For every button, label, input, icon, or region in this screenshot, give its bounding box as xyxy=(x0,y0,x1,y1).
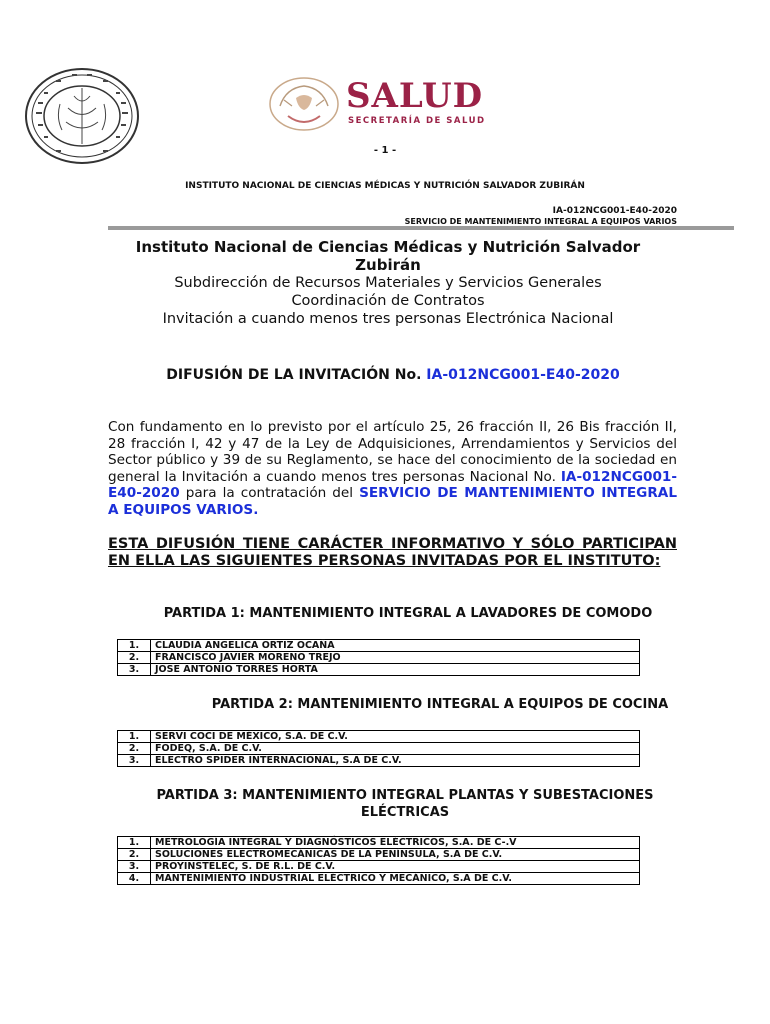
table-row xyxy=(118,664,640,676)
title-line-3: Subdirección de Recursos Materiales y Servicios Generales xyxy=(174,275,602,291)
title-line-5: Invitación a cuando menos tres personas Electrónica Nacional xyxy=(162,311,614,327)
header-service: SERVICIO DE MANTENIMIENTO INTEGRAL A EQUIPOS VARIOS xyxy=(404,217,677,226)
partida-3-title xyxy=(108,787,702,821)
salud-subtitle: SECRETARÍA DE SALUD xyxy=(348,116,486,126)
partida-3-title-line-2: ELÉCTRICAS xyxy=(360,805,450,820)
notice-text: ESTA DIFUSIÓN TIENE CARÁCTER INFORMATIVO Y SÓLO PARTICIPAN EN ELLA LAS SIGUIENTES PERSONAS INVITADAS POR EL INSTITUTO: xyxy=(108,536,677,569)
salud-logo xyxy=(266,76,516,132)
table-row xyxy=(118,849,640,861)
partida-2-title: PARTIDA 2: MANTENIMIENTO INTEGRAL A EQUIPOS DE COCINA xyxy=(211,697,669,712)
paragraph-service: SERVICIO DE MANTENIMIENTO INTEGRAL A EQUIPOS VARIOS. xyxy=(108,485,677,518)
paragraph-text-2: para la contratación del xyxy=(185,485,354,502)
legal-paragraph xyxy=(108,419,677,519)
table-row xyxy=(118,743,640,755)
row-name: FODEQ, S.A. DE C.V. xyxy=(151,743,640,755)
partida-1-title: PARTIDA 1: MANTENIMIENTO INTEGRAL A LAVADORES DE COMODO xyxy=(163,606,653,621)
header-institute: INSTITUTO NACIONAL DE CIENCIAS MÉDICAS Y NUTRICIÓN SALVADOR ZUBIRÁN xyxy=(185,181,585,191)
row-name: SERVI COCI DE MÉXICO, S.A. DE C.V. xyxy=(151,731,640,743)
header-divider xyxy=(108,226,734,230)
row-number: 3. xyxy=(118,664,151,676)
partida-3-title-line-1: PARTIDA 3: MANTENIMIENTO INTEGRAL PLANTAS Y SUBESTACIONES xyxy=(156,788,654,803)
title-line-1: Instituto Nacional de Ciencias Médicas y Nutrición Salvador xyxy=(135,238,641,256)
row-number: 1. xyxy=(118,731,151,743)
row-name: CLAUDIA ANGELICA ORTIZ OCAÑA xyxy=(151,640,640,652)
table-row xyxy=(118,873,640,885)
row-name: SOLUCIONES ELECTROMECÁNICAS DE LA PENÍNSULA, S.A DE C.V. xyxy=(151,849,640,861)
row-number: 2. xyxy=(118,743,151,755)
row-number: 3. xyxy=(118,755,151,767)
salud-wordmark: SALUD xyxy=(346,76,484,116)
table-row xyxy=(118,837,640,849)
header-code: IA-012NCG001-E40-2020 xyxy=(552,206,677,216)
row-number: 1. xyxy=(118,640,151,652)
paragraph-code: IA-012NCG001-E40-2020 xyxy=(108,468,677,502)
title-block xyxy=(108,238,668,328)
table-row xyxy=(118,861,640,873)
row-number: 3. xyxy=(118,861,151,873)
difusion-heading xyxy=(108,367,678,383)
row-number: 4. xyxy=(118,873,151,885)
paragraph-text-1: Con fundamento en lo previsto por el artículo 25, 26 fracción II, 26 Bis fracción II, 28 fracción I, 42 y 47 de la Ley de Adquisiciones, Arrendamientos y Servicios del Sector público y 39 de su Reglamento, se hace del conocimiento de la sociedad en general la Invitación a cuando menos tres personas Nacional No. xyxy=(108,419,677,485)
partida-2-table xyxy=(117,730,640,767)
row-name: FRANCISCO JAVIER MORENO TREJO xyxy=(151,652,640,664)
table-row xyxy=(118,640,640,652)
row-number: 2. xyxy=(118,652,151,664)
table-row xyxy=(118,731,640,743)
row-name: ELECTRO SPIDER INTERNACIONAL, S.A DE C.V. xyxy=(151,755,640,767)
title-line-4: Coordinación de Contratos xyxy=(291,293,485,309)
table-row xyxy=(118,755,640,767)
row-name: METROLOGÍA INTEGRAL Y DIAGNÓSTICOS ELÉCTRICOS, S.A. DE C-.V xyxy=(151,837,640,849)
difusion-code: IA-012NCG001-E40-2020 xyxy=(426,367,620,383)
row-name: PROYINSTELEC, S. DE R.L. DE C.V. xyxy=(151,861,640,873)
table-row xyxy=(118,652,640,664)
partida-1-table xyxy=(117,639,640,676)
page-number: - 1 - xyxy=(373,145,397,156)
row-name: JOSE ANTONIO TORRES HORTA xyxy=(151,664,640,676)
difusion-label: DIFUSIÓN DE LA INVITACIÓN No. xyxy=(166,367,422,383)
row-number: 1. xyxy=(118,837,151,849)
row-name: MANTENIMIENTO INDUSTRIAL ELÉCTRICO Y MECÁNICO, S.A DE C.V. xyxy=(151,873,640,885)
partida-3-table xyxy=(117,836,640,885)
row-number: 2. xyxy=(118,849,151,861)
title-line-2: Zubirán xyxy=(355,256,421,274)
eagle-emblem-icon xyxy=(266,76,342,132)
